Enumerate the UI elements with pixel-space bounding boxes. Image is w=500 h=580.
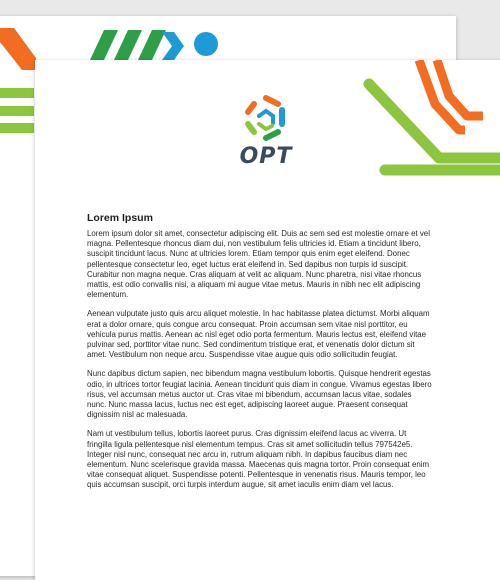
orange-corner-stripes [419, 60, 483, 130]
body-paragraph: Aenean vulputate justo quis arcu aliquet molestie. In hac habitasse platea dictumst. Morbi aliquam erat a dolor ornare, quis congue arcu consequat. Proin accumsan sem vitae nisl porttitor, eu vehicula purus mattis. Aenean ac nisl eget odio porta fermentum. Mauris lectus est, eleifend vitae pulvinar sed, porttitor vitae nunc. Sed condimentum tristique erat, et venenatis dolor dictum sit amet. Vestibulum non neque arcu. Suspendisse vitae augue quis odio sollicitudin feugiat. [87, 309, 430, 360]
green-chevron-icons [90, 30, 166, 60]
document-heading: Lorem Ipsum [87, 212, 153, 224]
orange-corner-stripes [0, 28, 36, 70]
document-body [87, 229, 433, 500]
logo-wordmark: OPT [239, 144, 293, 169]
body-paragraph: Nam ut vestibulum tellus, lobortis laoreet purus. Cras dignissim eleifend lacus ac viverra. Ut fringilla ligula pellentesque nisl elementum tempus. Cras sit amet sollicitudin tellus 797542e5. Integer nisl nunc, consequat nec arcu in, rutrum aliquam nibh. In dapibus faucibus diam nec elementum. Nunc scelerisque gravida massa. Maecenas quis magna tortor. Proin consequat enim vitae consequat aliquet. Suspendisse potenti. Pellentesque in venenatis risus. Mauris tempor, leo quis accumsan suscipit, orci turpis interdum augue, sit amet iaculis enim diam vel lacus. [87, 429, 430, 490]
blue-dot-icon [194, 32, 218, 56]
hexagon-arrows-logo-icon [242, 94, 290, 142]
front-corner-decoration [355, 60, 500, 200]
blue-chevron-icon [162, 32, 184, 60]
company-logo [230, 94, 302, 169]
green-horizontal-bars [0, 88, 34, 133]
body-paragraph: Lorem ipsum dolor sit amet, consectetur adipiscing elit. Duis ac sem sed est molestie ornare et vel magna. Pellentesque rhoncus diam dui, non vestibulum felis ultricies id. Etiam a tincidunt libero, suscipit tincidunt lacus. Nunc at ultricies lorem. Etiam tempor quis enim eget eleifend. Donec pellentesque consectetur leo, eget luctus erat eleifend in. Sed dapibus non turpis id suscipit. Curabitur non magna neque. Cras aliquam at velit ac aliquam. Nunc pharetra, nisi vitae rhoncus mattis, est odio convallis nisi, a aliquam mi augue vitae metus. Mauris in nibh nec elit adipiscing elementum. [87, 229, 430, 300]
body-paragraph: Nunc dapibus dictum sapien, nec bibendum magna vestibulum lobortis. Quisque hendrerit egestas odio, in ultrices tortor feugiat lacinia. Aenean tincidunt quis diam in congue. Vivamus egestas libero risus, vel accumsan metus auctor ut. Cras vitae mi bibendum, accumsan lacus vitae, sodales nunc. Nunc massa lacus, luctus nec est eget, adipiscing laoreet augue. Praesent consequat dignissim nisl ac malesuada. [87, 369, 432, 420]
front-letterhead-sheet [35, 60, 500, 580]
